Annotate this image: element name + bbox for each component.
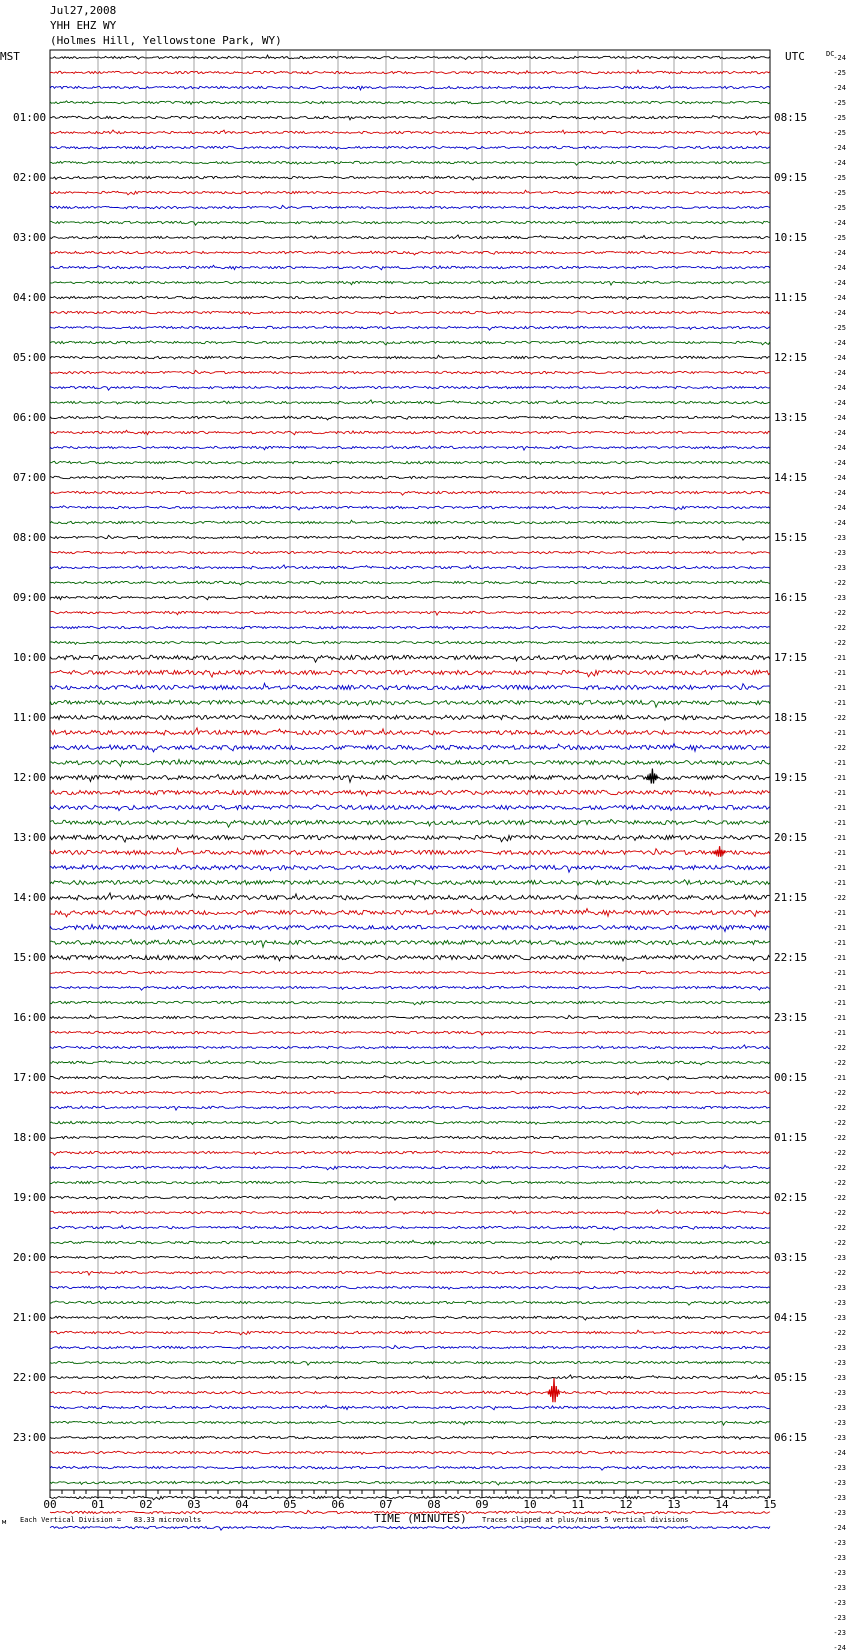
trace-row xyxy=(50,1451,770,1454)
dc-offset-label: -21 xyxy=(833,863,846,872)
dc-offset-label: -23 xyxy=(833,1538,846,1547)
dc-offset-label: -23 xyxy=(833,1313,846,1322)
trace-row xyxy=(50,355,770,359)
trace-row xyxy=(50,1075,770,1079)
trace-row xyxy=(50,971,770,974)
dc-offset-label: -23 xyxy=(833,1628,846,1637)
dc-offset-label: -23 xyxy=(833,1403,846,1412)
trace-row xyxy=(50,1061,770,1065)
left-hour-label: 06:00 xyxy=(13,410,47,424)
trace-row xyxy=(50,565,770,569)
dc-offset-label: -23 xyxy=(833,1553,846,1562)
dc-offset-label: -23 xyxy=(833,1418,846,1427)
trace-row xyxy=(50,925,770,932)
dc-offset-label: -24 xyxy=(833,263,846,272)
dc-offset-label: -21 xyxy=(833,938,846,947)
dc-offset-label: -24 xyxy=(833,83,846,92)
trace-row xyxy=(50,835,770,842)
trace-row xyxy=(50,1256,770,1260)
x-axis-title: TIME (MINUTES) xyxy=(374,1512,467,1525)
trace-row xyxy=(50,1466,770,1470)
left-hour-label: 04:00 xyxy=(13,290,47,304)
dc-offset-label: -25 xyxy=(833,233,846,242)
trace-row xyxy=(50,1091,770,1095)
left-hour-label: 13:00 xyxy=(13,830,47,844)
left-hour-label: 14:00 xyxy=(13,890,47,904)
trace-row xyxy=(50,341,770,345)
dc-offset-label: -22 xyxy=(833,1163,846,1172)
trace-row xyxy=(50,683,770,689)
x-tick-label: 02 xyxy=(139,1498,153,1511)
trace-row xyxy=(50,1271,770,1275)
dc-offset-label: -24 xyxy=(833,293,846,302)
right-hour-label: 14:15 xyxy=(774,470,808,484)
trace-row xyxy=(50,370,770,374)
trace-row xyxy=(50,1015,770,1019)
dc-offset-label: -23 xyxy=(833,1298,846,1307)
trace-row xyxy=(50,728,770,735)
trace-row xyxy=(50,1180,770,1183)
dc-offset-label: -23 xyxy=(833,1358,846,1367)
dc-offset-label: -21 xyxy=(833,668,846,677)
dc-offset-label: -24 xyxy=(833,1448,846,1457)
trace-row xyxy=(50,326,770,330)
right-hour-label: 19:15 xyxy=(774,770,808,784)
trace-row xyxy=(50,580,770,585)
dc-offset-label: -21 xyxy=(833,923,846,932)
dc-offset-label: -21 xyxy=(833,758,846,767)
trace-row xyxy=(50,1391,770,1395)
trace-row xyxy=(50,1136,770,1139)
x-tick-label: 08 xyxy=(427,1498,441,1511)
dc-offset-label: -23 xyxy=(833,1508,846,1517)
corner-mark: м xyxy=(2,1518,7,1526)
trace-row xyxy=(50,251,770,255)
left-hour-label: 07:00 xyxy=(13,470,47,484)
trace-row xyxy=(50,654,770,662)
left-hour-label: 19:00 xyxy=(13,1190,47,1204)
dc-offset-label: -24 xyxy=(833,158,846,167)
dc-offset-label: -22 xyxy=(833,638,846,647)
dc-offset-label: -23 xyxy=(833,1583,846,1592)
header-station: YHH EHZ WY xyxy=(50,19,117,32)
left-hour-label: 20:00 xyxy=(13,1250,47,1264)
left-hour-label: 15:00 xyxy=(13,950,47,964)
dc-offset-label: -21 xyxy=(833,788,846,797)
left-hour-label: 17:00 xyxy=(13,1070,47,1084)
trace-row xyxy=(50,939,770,947)
trace-row xyxy=(50,446,770,450)
left-hour-label: 11:00 xyxy=(13,710,47,724)
dc-offset-label: -23 xyxy=(833,1343,846,1352)
trace-row xyxy=(50,848,770,854)
trace-row xyxy=(50,1526,770,1530)
dc-offset-label: -21 xyxy=(833,818,846,827)
trace-row xyxy=(50,311,770,314)
dc-offset-label: -24 xyxy=(833,218,846,227)
dc-offset-label: -25 xyxy=(833,98,846,107)
dc-offset-label: -23 xyxy=(833,1253,846,1262)
dc-offset-label: -24 xyxy=(833,413,846,422)
left-hour-label: 18:00 xyxy=(13,1130,47,1144)
trace-row xyxy=(50,296,770,299)
dc-offset-label: -22 xyxy=(833,1328,846,1337)
trace-row xyxy=(50,1481,770,1485)
dc-offset-label: -21 xyxy=(833,1013,846,1022)
trace-row xyxy=(50,790,770,796)
dc-offset-label: -21 xyxy=(833,803,846,812)
dc-offset-label: -24 xyxy=(833,338,846,347)
trace-row xyxy=(50,893,770,900)
dc-offset-label: -22 xyxy=(833,1103,846,1112)
dc-offset-label: -25 xyxy=(833,323,846,332)
dc-offset-label: -25 xyxy=(833,128,846,137)
right-hour-label: 15:15 xyxy=(774,530,808,544)
trace-row xyxy=(50,506,770,510)
trace-row xyxy=(50,146,770,149)
trace-row xyxy=(50,986,770,990)
trace-row xyxy=(50,700,770,707)
dc-offset-label: -23 xyxy=(833,1463,846,1472)
trace-row xyxy=(50,865,770,872)
dc-offset-label: -21 xyxy=(833,833,846,842)
dc-offset-label: -21 xyxy=(833,653,846,662)
dc-offset-label: -24 xyxy=(833,368,846,377)
event-spike xyxy=(646,769,658,784)
dc-offset-label: -24 xyxy=(833,488,846,497)
trace-row xyxy=(50,1405,770,1409)
dc-offset-label: -21 xyxy=(833,698,846,707)
right-hour-label: 23:15 xyxy=(774,1010,808,1024)
dc-offset-label: -21 xyxy=(833,728,846,737)
dc-offset-label: -25 xyxy=(833,203,846,212)
trace-row xyxy=(50,1361,770,1365)
trace-row xyxy=(50,86,770,90)
dc-offset-label: -22 xyxy=(833,1058,846,1067)
trace-row xyxy=(50,1151,770,1155)
left-hour-label: 08:00 xyxy=(13,530,47,544)
trace-row xyxy=(50,1345,770,1349)
clip-note: Traces clipped at plus/minus 5 vertical divisions xyxy=(482,1516,689,1524)
dc-offset-label: -21 xyxy=(833,983,846,992)
trace-row xyxy=(50,805,770,811)
dc-offset-label: -22 xyxy=(833,713,846,722)
right-hour-label: 17:15 xyxy=(774,650,808,664)
trace-row xyxy=(50,235,770,239)
trace-row xyxy=(50,535,770,540)
dc-offset-label: -23 xyxy=(833,1613,846,1622)
trace-row xyxy=(50,1330,770,1335)
dc-offset-label: -25 xyxy=(833,68,846,77)
trace-row xyxy=(50,880,770,886)
dc-offset-label: -23 xyxy=(833,1283,846,1292)
dc-offset-label: -22 xyxy=(833,1148,846,1157)
trace-row xyxy=(50,461,770,464)
trace-row xyxy=(50,221,770,225)
dc-offset-label: -22 xyxy=(833,1088,846,1097)
dc-offset-label: -23 xyxy=(833,1493,846,1502)
division-note: Each Vertical Division = 83.33 microvolts xyxy=(20,1516,202,1524)
left-hour-label: 12:00 xyxy=(13,770,47,784)
x-tick-label: 04 xyxy=(235,1498,249,1511)
right-hour-label: 12:15 xyxy=(774,350,808,364)
trace-row xyxy=(50,1375,770,1379)
x-tick-label: 10 xyxy=(523,1498,537,1511)
trace-row xyxy=(50,176,770,180)
dc-offset-label: -24 xyxy=(833,1643,846,1652)
dc-offset-label: -24 xyxy=(833,398,846,407)
x-tick-label: 01 xyxy=(91,1498,105,1511)
dc-offset-label: -23 xyxy=(833,533,846,542)
dc-offset-label: -24 xyxy=(833,443,846,452)
dc-offset-label: -21 xyxy=(833,773,846,782)
dc-offset-label: -22 xyxy=(833,1118,846,1127)
trace-row xyxy=(50,1045,770,1049)
dc-offset-label: -21 xyxy=(833,998,846,1007)
dc-offset-label: -21 xyxy=(833,683,846,692)
dc-offset-label: -22 xyxy=(833,578,846,587)
header-date: Jul27,2008 xyxy=(50,4,117,17)
right-hour-label: 03:15 xyxy=(774,1250,808,1264)
dc-label: DC xyxy=(826,50,835,58)
dc-offset-label: -21 xyxy=(833,953,846,962)
trace-row xyxy=(50,670,770,677)
trace-row xyxy=(50,641,770,644)
trace-row xyxy=(50,1210,770,1214)
trace-row xyxy=(50,520,770,524)
right-hour-label: 05:15 xyxy=(774,1370,808,1384)
dc-offset-label: -23 xyxy=(833,1388,846,1397)
dc-offset-label: -22 xyxy=(833,608,846,617)
dc-offset-label: -24 xyxy=(833,353,846,362)
trace-row xyxy=(50,161,770,165)
trace-row xyxy=(50,596,770,600)
dc-offset-label: -22 xyxy=(833,1223,846,1232)
right-hour-label: 13:15 xyxy=(774,410,808,424)
trace-row xyxy=(50,1226,770,1230)
left-hour-label: 03:00 xyxy=(13,230,47,244)
right-hour-label: 18:15 xyxy=(774,710,808,724)
trace-row xyxy=(50,55,770,59)
trace-row xyxy=(50,955,770,961)
dc-offset-label: -21 xyxy=(833,878,846,887)
dc-offset-label: -22 xyxy=(833,1238,846,1247)
right-hour-label: 20:15 xyxy=(774,830,808,844)
trace-row xyxy=(50,265,770,269)
left-timezone-label: MST xyxy=(0,50,20,63)
left-hour-label: 22:00 xyxy=(13,1370,47,1384)
dc-offset-label: -24 xyxy=(833,278,846,287)
trace-row xyxy=(50,551,770,554)
trace-row xyxy=(50,1301,770,1305)
trace-row xyxy=(50,1121,770,1124)
dc-offset-label: -25 xyxy=(833,188,846,197)
left-hour-label: 21:00 xyxy=(13,1310,47,1324)
trace-row xyxy=(50,909,770,917)
trace-row xyxy=(50,819,770,827)
dc-offset-label: -24 xyxy=(833,503,846,512)
trace-row xyxy=(50,760,770,767)
right-hour-label: 00:15 xyxy=(774,1070,808,1084)
right-hour-label: 21:15 xyxy=(774,890,808,904)
trace-row xyxy=(50,744,770,752)
right-hour-label: 04:15 xyxy=(774,1310,808,1324)
x-tick-label: 05 xyxy=(283,1498,297,1511)
trace-row xyxy=(50,1031,770,1035)
trace-row xyxy=(50,1495,770,1500)
x-tick-label: 09 xyxy=(475,1498,489,1511)
trace-row xyxy=(50,130,770,135)
trace-row xyxy=(50,611,770,615)
dc-offset-label: -22 xyxy=(833,893,846,902)
right-hour-label: 08:15 xyxy=(774,110,808,124)
trace-row xyxy=(50,1436,770,1439)
x-tick-label: 15 xyxy=(763,1498,777,1511)
dc-offset-label: -24 xyxy=(833,53,846,62)
trace-row xyxy=(50,430,770,434)
trace-row xyxy=(50,1240,770,1244)
right-hour-label: 22:15 xyxy=(774,950,808,964)
header-location: (Holmes Hill, Yellowstone Park, WY) xyxy=(50,34,282,47)
x-tick-label: 13 xyxy=(667,1498,681,1511)
x-tick-label: 11 xyxy=(571,1498,585,1511)
dc-offset-label: -21 xyxy=(833,968,846,977)
dc-offset-label: -21 xyxy=(833,1073,846,1082)
dc-offset-label: -24 xyxy=(833,383,846,392)
dc-offset-label: -23 xyxy=(833,593,846,602)
dc-offset-label: -21 xyxy=(833,908,846,917)
x-tick-label: 06 xyxy=(331,1498,345,1511)
right-timezone-label: UTC xyxy=(785,50,805,63)
dc-offset-label: -23 xyxy=(833,548,846,557)
trace-row xyxy=(50,101,770,105)
x-tick-label: 07 xyxy=(379,1498,393,1511)
right-hour-label: 02:15 xyxy=(774,1190,808,1204)
dc-offset-label: -23 xyxy=(833,1598,846,1607)
dc-offset-label: -22 xyxy=(833,623,846,632)
x-tick-label: 12 xyxy=(619,1498,633,1511)
x-tick-label: 03 xyxy=(187,1498,201,1511)
dc-offset-label: -22 xyxy=(833,1208,846,1217)
trace-row xyxy=(50,1316,770,1320)
left-hour-label: 16:00 xyxy=(13,1010,47,1024)
dc-offset-label: -23 xyxy=(833,563,846,572)
trace-row xyxy=(50,1421,770,1425)
dc-offset-label: -21 xyxy=(833,1028,846,1037)
dc-offset-label: -23 xyxy=(833,1478,846,1487)
trace-row xyxy=(50,190,770,195)
dc-offset-label: -24 xyxy=(833,143,846,152)
left-hour-label: 09:00 xyxy=(13,590,47,604)
dc-offset-label: -23 xyxy=(833,1433,846,1442)
left-hour-label: 02:00 xyxy=(13,170,47,184)
trace-row xyxy=(50,205,770,209)
trace-row xyxy=(50,626,770,629)
trace-row xyxy=(50,1286,770,1289)
event-spike xyxy=(714,846,726,857)
right-hour-label: 10:15 xyxy=(774,230,808,244)
trace-row xyxy=(50,1196,770,1200)
dc-offset-label: -25 xyxy=(833,113,846,122)
right-hour-label: 06:15 xyxy=(774,1430,808,1444)
trace-row xyxy=(50,1001,770,1005)
trace-row xyxy=(50,116,770,120)
left-hour-label: 01:00 xyxy=(13,110,47,124)
trace-row xyxy=(50,476,770,479)
left-hour-label: 23:00 xyxy=(13,1430,47,1444)
dc-offset-label: -22 xyxy=(833,1193,846,1202)
x-tick-label: 14 xyxy=(715,1498,729,1511)
trace-row xyxy=(50,715,770,720)
right-hour-label: 16:15 xyxy=(774,590,808,604)
dc-offset-label: -22 xyxy=(833,1133,846,1142)
trace-row xyxy=(50,1106,770,1110)
right-hour-label: 01:15 xyxy=(774,1130,808,1144)
trace-row xyxy=(50,386,770,390)
trace-row xyxy=(50,774,770,782)
trace-row xyxy=(50,281,770,285)
dc-offset-label: -25 xyxy=(833,173,846,182)
right-hour-label: 09:15 xyxy=(774,170,808,184)
dc-offset-label: -24 xyxy=(833,308,846,317)
dc-offset-label: -22 xyxy=(833,743,846,752)
dc-offset-label: -23 xyxy=(833,1373,846,1382)
dc-offset-label: -24 xyxy=(833,458,846,467)
dc-offset-label: -24 xyxy=(833,248,846,257)
dc-offset-label: -22 xyxy=(833,1043,846,1052)
x-tick-label: 00 xyxy=(43,1498,57,1511)
trace-row xyxy=(50,70,770,74)
right-hour-label: 11:15 xyxy=(774,290,808,304)
trace-row xyxy=(50,400,770,404)
left-hour-label: 10:00 xyxy=(13,650,47,664)
event-spike xyxy=(548,1378,560,1402)
trace-row xyxy=(50,416,770,420)
dc-offset-label: -22 xyxy=(833,1178,846,1187)
trace-row xyxy=(50,491,770,495)
trace-row xyxy=(50,1165,770,1170)
dc-offset-label: -23 xyxy=(833,1568,846,1577)
dc-offset-label: -24 xyxy=(833,428,846,437)
dc-offset-label: -24 xyxy=(833,1523,846,1532)
dc-offset-label: -22 xyxy=(833,1268,846,1277)
dc-offset-label: -24 xyxy=(833,473,846,482)
dc-offset-label: -24 xyxy=(833,518,846,527)
dc-offset-label: -21 xyxy=(833,848,846,857)
left-hour-label: 05:00 xyxy=(13,350,47,364)
